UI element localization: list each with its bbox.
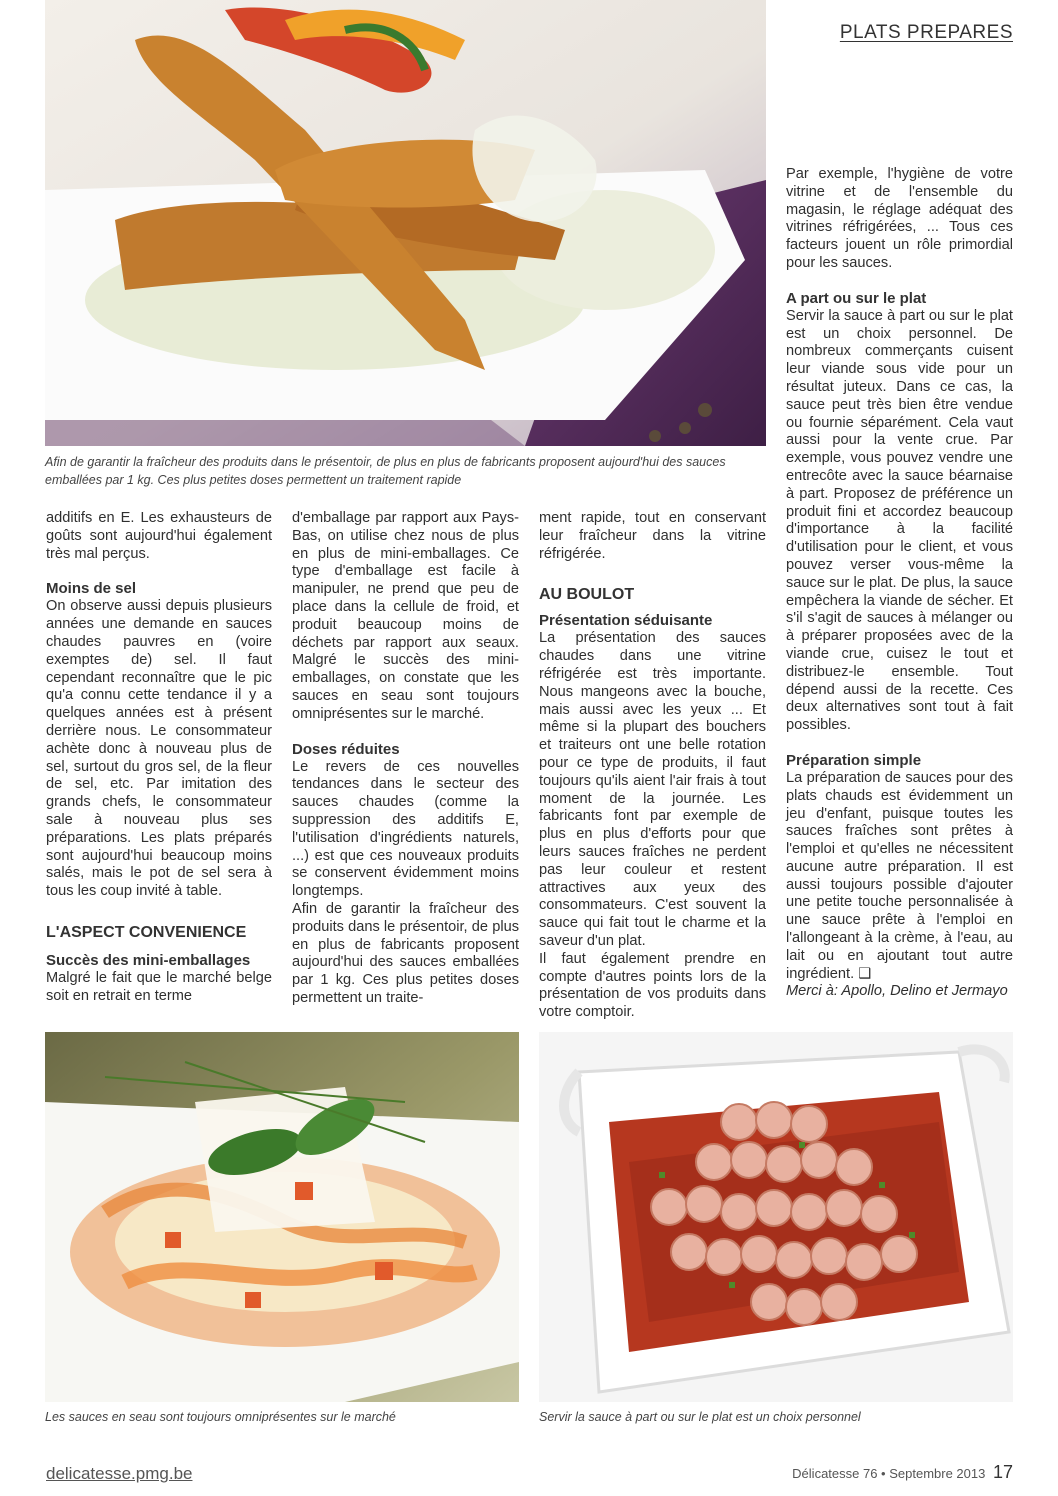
heading-a-part-ou-sur-le-plat: A part ou sur le plat <box>786 289 927 307</box>
moins-de-sel-paragraph: On observe aussi depuis plusieurs années une demande en sauces chaudes pauvres en (voire exemptes de) sel. Il faut cependant reconnaître que le pic qu'a connu cette tendance il y a quelques années est à présent derrière nous. Le consommateur achète donc à nouveau plus de sel, surtout du gros sel, de la fleur de sel, etc. Par imitation des grands chefs, le consommateur sale à nouveau plus ses préparations. Les plats préparés sont aujourd'hui beaucoup moins salés, mais le pot de sel sera à tous les coup invité à table. <box>46 598 272 900</box>
presentation-paragraph: La présentation des sauces chaudes dans une vitrine réfrigérée est très importante. Nous mangeons avec la bouche, mais aussi avec les yeux ... Et même si la plupart des bouchers et traiteurs ont une belle rotation pour ce type de produits, il faut toujours qu'ils aient l'air frais à tout moment de la journée. Les fabricants font par exemple de plus en plus d'efforts pour que leurs sauces fraîches ne perdent pas leur couleur et restent attractives aux yeux des consommateurs. C'est souvent la sauce qui fait tout le charme et la saveur d'un plat. <box>539 630 766 949</box>
heading-doses-reduites: Doses réduites <box>292 740 400 758</box>
credit-line: Merci à: Apollo, Delino et Jermayo <box>786 983 1008 1000</box>
sausage-dish-photo <box>539 1032 1013 1402</box>
column-3 <box>539 510 766 1022</box>
top-photo-caption: Afin de garantir la fraîcheur des produits dans le présentoir, de plus en plus de fabricants proposent aujourd'hui des sauces emballées par 1 kg. Ces plus petites doses permettent un traitement rapide <box>45 455 726 487</box>
preparation-paragraph: La préparation de sauces pour des plats chauds est évidemment un jeu d'enfant, puisque toutes les sauces fraîches sont prêtes à l'emploi et qu'elles ne nécessitent aucune autre préparation. Il est aussi toujours possible d'ajouter une petite touche personnalisée à une sauce prête à l'emploi en l'allongeant à la crème, à l'eau, au lait ou en ajoutant tout autre ingrédient. ❑ <box>786 769 1013 982</box>
col1-intro-paragraph: additifs en E. Les exhausteurs de goûts sont aujourd'hui également très mal perçus. <box>46 510 272 562</box>
presentation-paragraph-2: Il faut également prendre en compte d'autres points lors de la présentation de vos produits dans votre comptoir. <box>539 950 766 1021</box>
section-label: PLATS PREPARES <box>839 22 1013 43</box>
heading-succes-mini-emballages: Succès des mini-emballages <box>46 951 251 969</box>
page-number: 17 <box>992 1462 1013 1482</box>
column-2 <box>292 510 519 1008</box>
column-1 <box>46 510 272 1006</box>
heading-aspect-convenience: L'ASPECT CONVENIENCE <box>46 923 247 941</box>
col3-intro-paragraph: ment rapide, tout en conservant leur fraîcheur dans la vitrine réfrigérée. <box>539 510 766 562</box>
website-link[interactable]: delicatesse.pmg.be <box>46 1464 193 1483</box>
heading-moins-de-sel: Moins de sel <box>46 580 137 598</box>
a-part-paragraph: Servir la sauce à part ou sur le plat est un choix personnel. De nombreux commerçants cuisent leur viande sous vide pour un résultat juteux. Dans ce cas, la sauce peut très bien être vendue ou fournie séparément. Cela vaut aussi pour la vente crue. Par exemple, vous pouvez vendre une entrecôte avec la sauce béarnaise à part. Proposez de préférence un produit fini et accordez beaucoup d'importance à la facilité d'utilisation pour le client, et vous pouvez verser vous-même la sauce sur le plat. De plus, la sauce empêchera la viande de sécher. Et s'il s'agit de sauces à mélanger ou à préparer proposées avec de la viande crue, cuisez le tout et distribuez-le ensemble. Tout dépend aussi de la recette. Ces deux alternatives sont tout à fait possibles. <box>786 307 1013 734</box>
sausage-photo-caption: Servir la sauce à part ou sur le plat est un choix personnel <box>539 1410 861 1424</box>
succes-paragraph: Malgré le fait que le marché belge soit en retrait en terme <box>46 969 272 1004</box>
heading-preparation-simple: Préparation simple <box>786 751 922 769</box>
doses-reduites-paragraph: Le revers de ces nouvelles tendances dans le secteur des sauces chaudes (comme la suppression des additifs E, l'utilisation d'ingrédients naturels, ...) est que ces nouveaux produits se conservent évidemment moins longtemps. <box>292 758 519 900</box>
pasta-photo-caption: Les sauces en seau sont toujours omniprésentes sur le marché <box>45 1410 396 1424</box>
issue-label: Délicatesse 76 • Septembre 2013 <box>792 1466 986 1481</box>
top-food-photo <box>45 0 766 446</box>
column-4 <box>786 166 1013 1001</box>
col4-intro-paragraph: Par exemple, l'hygiène de votre vitrine et de l'ensemble du magasin, le réglage adéquat des vitrines réfrigérées, ... Tous ces facteurs jouent un rôle primordial pour les sauces. <box>786 166 1013 271</box>
col2-intro-paragraph: d'emballage par rapport aux Pays-Bas, on utilise chez nous de plus en plus de mini-emballages. Ce type d'emballage est facile à manipuler, ne prend que peu de place dans la cellule de froid, et produit beaucoup moins de déchets par rapport aux seaux. Malgré le succès des mini-emballages, on constate que les sauces en seau sont toujours omniprésentes sur le marché. <box>292 510 519 722</box>
heading-au-boulot: AU BOULOT <box>539 586 635 604</box>
issue-info <box>792 1462 1013 1483</box>
pasta-photo <box>45 1032 519 1402</box>
heading-presentation-seduisante: Présentation séduisante <box>539 612 713 630</box>
doses-reduites-paragraph-2: Afin de garantir la fraîcheur des produits dans le présentoir, de plus en plus de fabricants proposent aujourd'hui des sauces emballées par 1 kg. Ces plus petites doses permettent un traite- <box>292 900 519 1006</box>
